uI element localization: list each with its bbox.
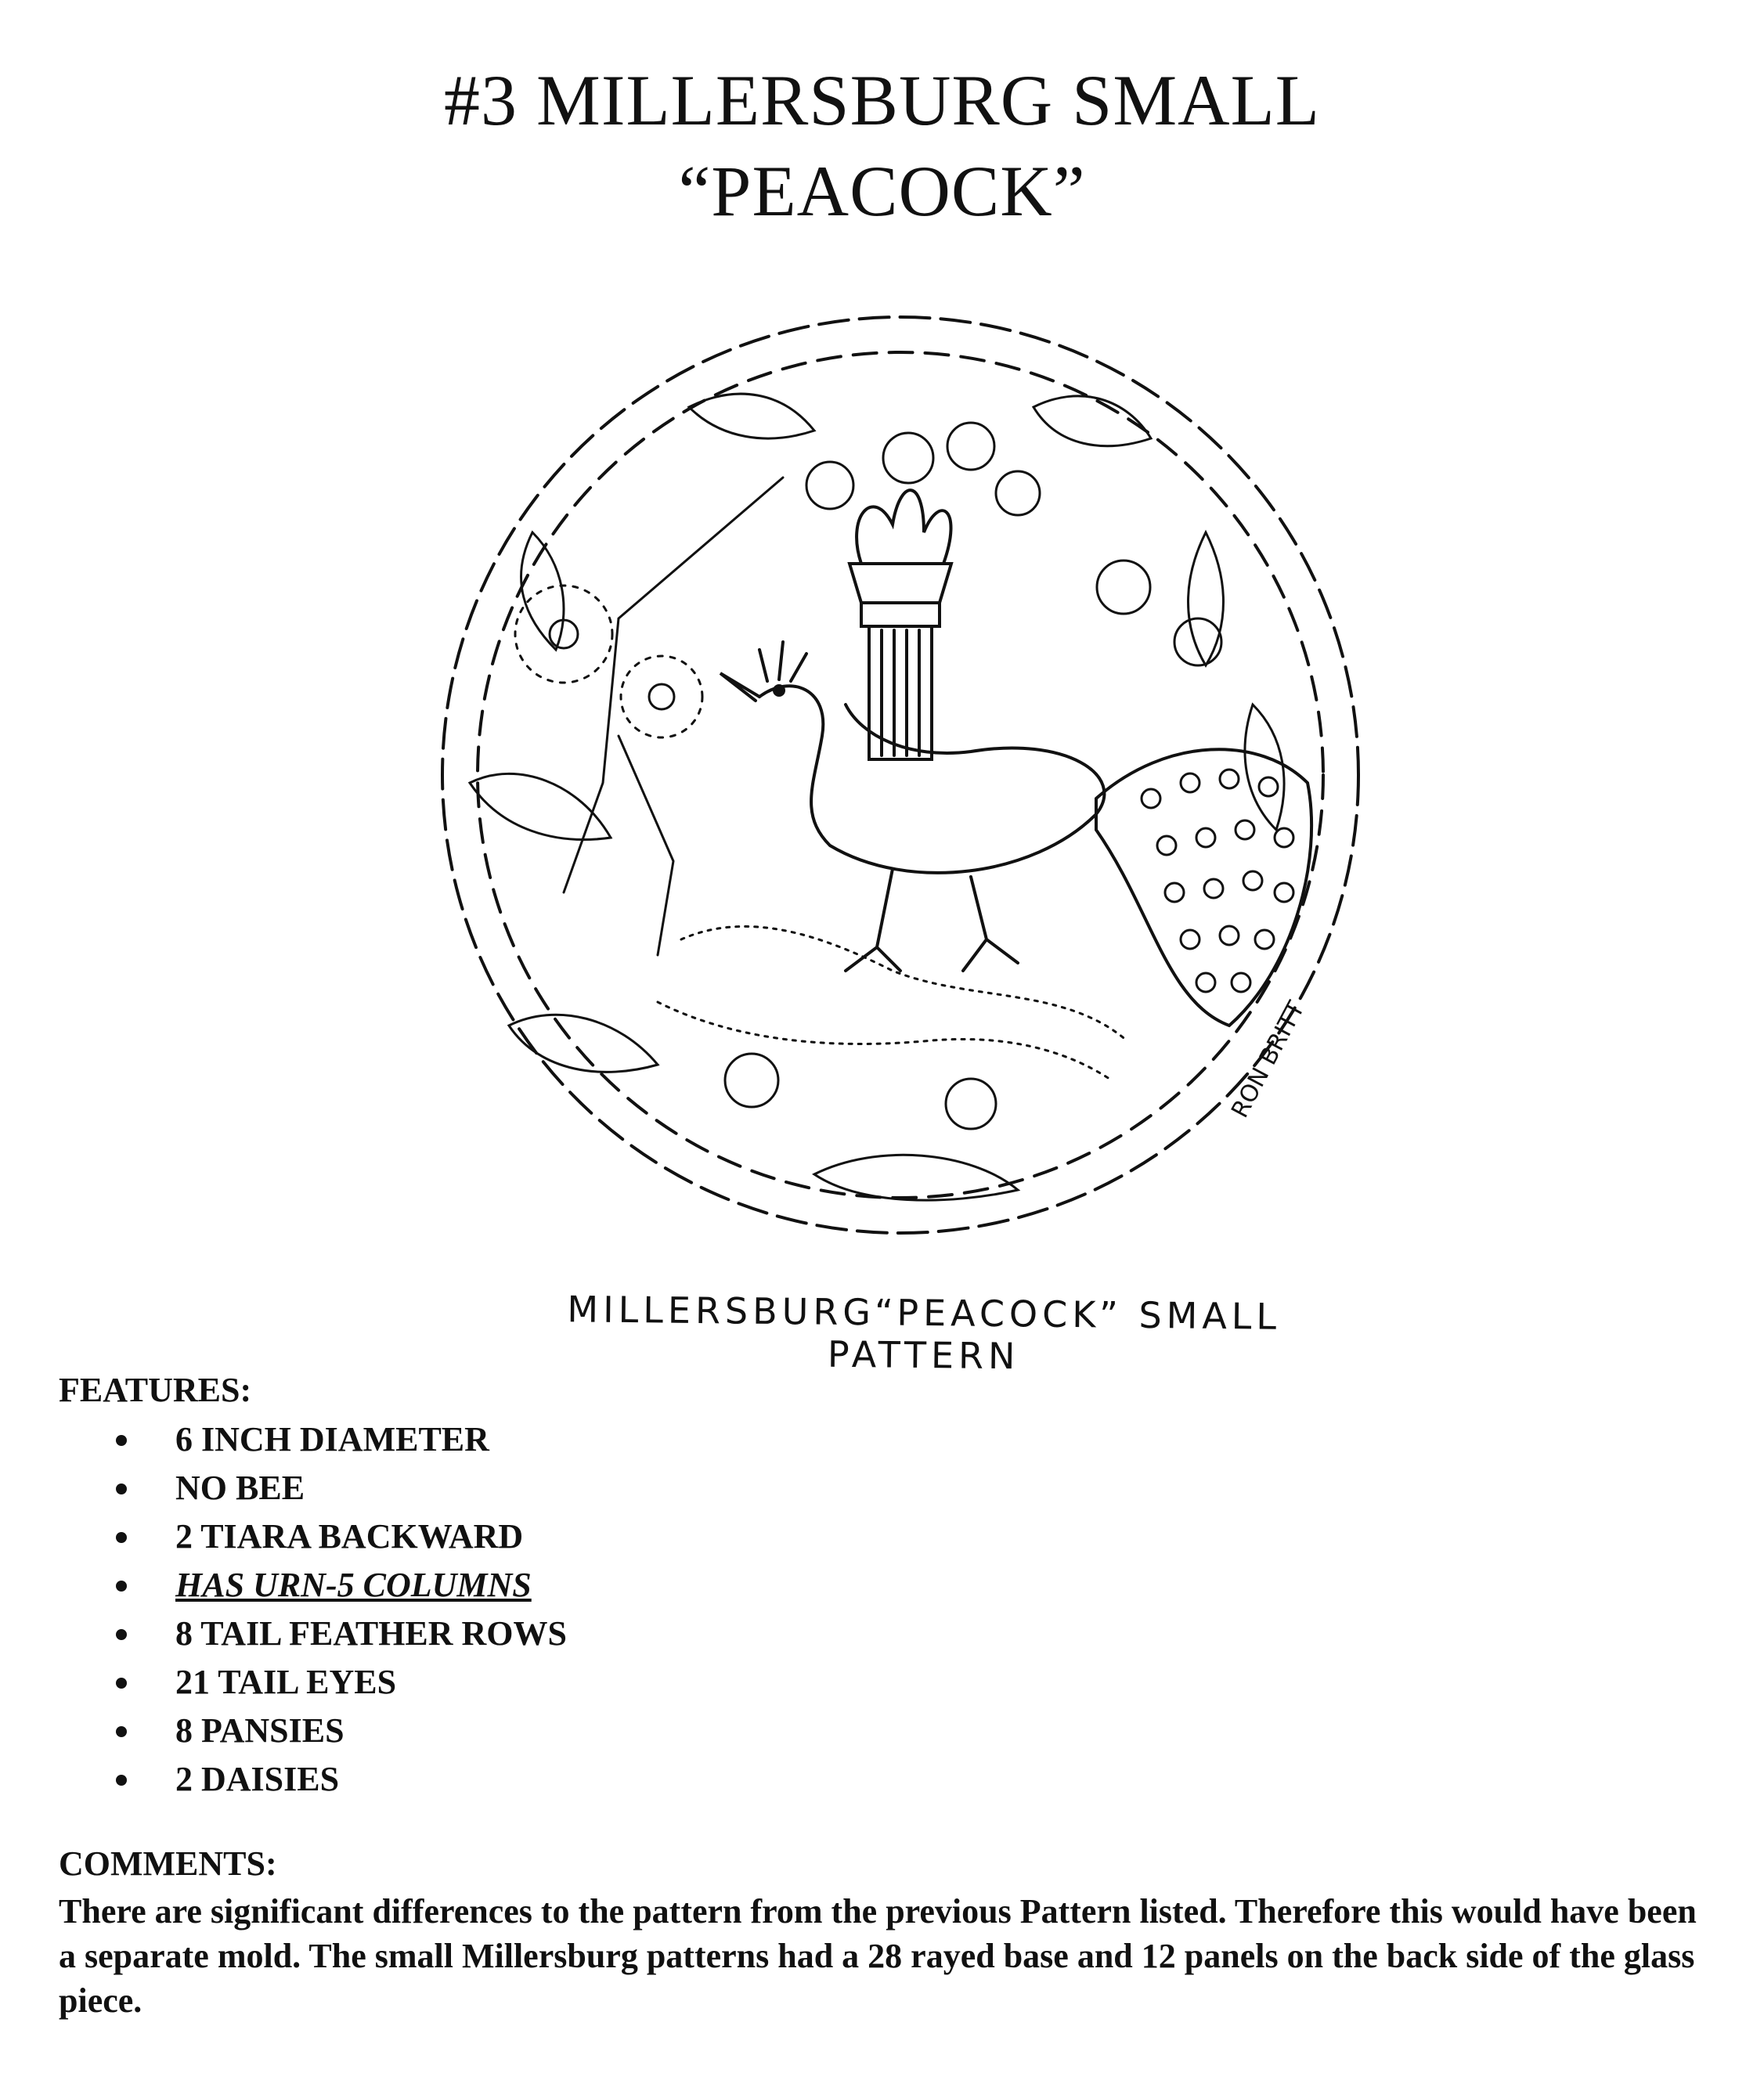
page-title-line-2: “PEACOCK” xyxy=(678,151,1086,231)
list-item: NO BEE xyxy=(110,1464,567,1512)
pansy-icon xyxy=(725,423,1221,1129)
list-item: 2 DAISIES xyxy=(110,1755,567,1804)
bullet-icon xyxy=(116,1726,127,1737)
bullet-icon xyxy=(116,1775,127,1786)
features-heading: FEATURES: xyxy=(59,1371,252,1409)
peacock-pattern-drawing xyxy=(423,297,1378,1260)
list-item: 8 PANSIES xyxy=(110,1707,567,1755)
list-item: HAS URN-5 COLUMNS xyxy=(110,1561,567,1610)
bullet-icon xyxy=(116,1532,127,1543)
bullet-icon xyxy=(116,1581,127,1592)
urn-icon xyxy=(850,490,951,759)
features-list xyxy=(110,1415,567,1804)
artist-signature: RON BRITT xyxy=(1226,997,1311,1123)
bullet-icon xyxy=(116,1484,127,1494)
list-item: 8 TAIL FEATHER ROWS xyxy=(110,1610,567,1658)
list-item: 6 INCH DIAMETER xyxy=(110,1415,567,1464)
bullet-icon xyxy=(116,1678,127,1689)
bullet-icon xyxy=(116,1629,127,1640)
bullet-icon xyxy=(116,1435,127,1446)
list-item: 21 TAIL EYES xyxy=(110,1658,567,1707)
leaf-icon xyxy=(470,394,1284,1200)
page-title-line-1: #3 MILLERSBURG SMALL xyxy=(444,60,1320,140)
peacock-icon xyxy=(720,642,1311,1026)
comments-heading: COMMENTS: xyxy=(59,1844,277,1883)
drawing-caption: MILLERSBURG“PEACOCK” SMALL PATTERN xyxy=(567,1288,1282,1378)
comments-text: There are significant differences to the pattern from the previous Pattern listed. Therefore this would have been a separate mold. The small Millersburg patterns had a 28 rayed base and 12 panels on the back side of the glass piece. xyxy=(59,1892,1697,2020)
list-item: 2 TIARA BACKWARD xyxy=(110,1512,567,1561)
